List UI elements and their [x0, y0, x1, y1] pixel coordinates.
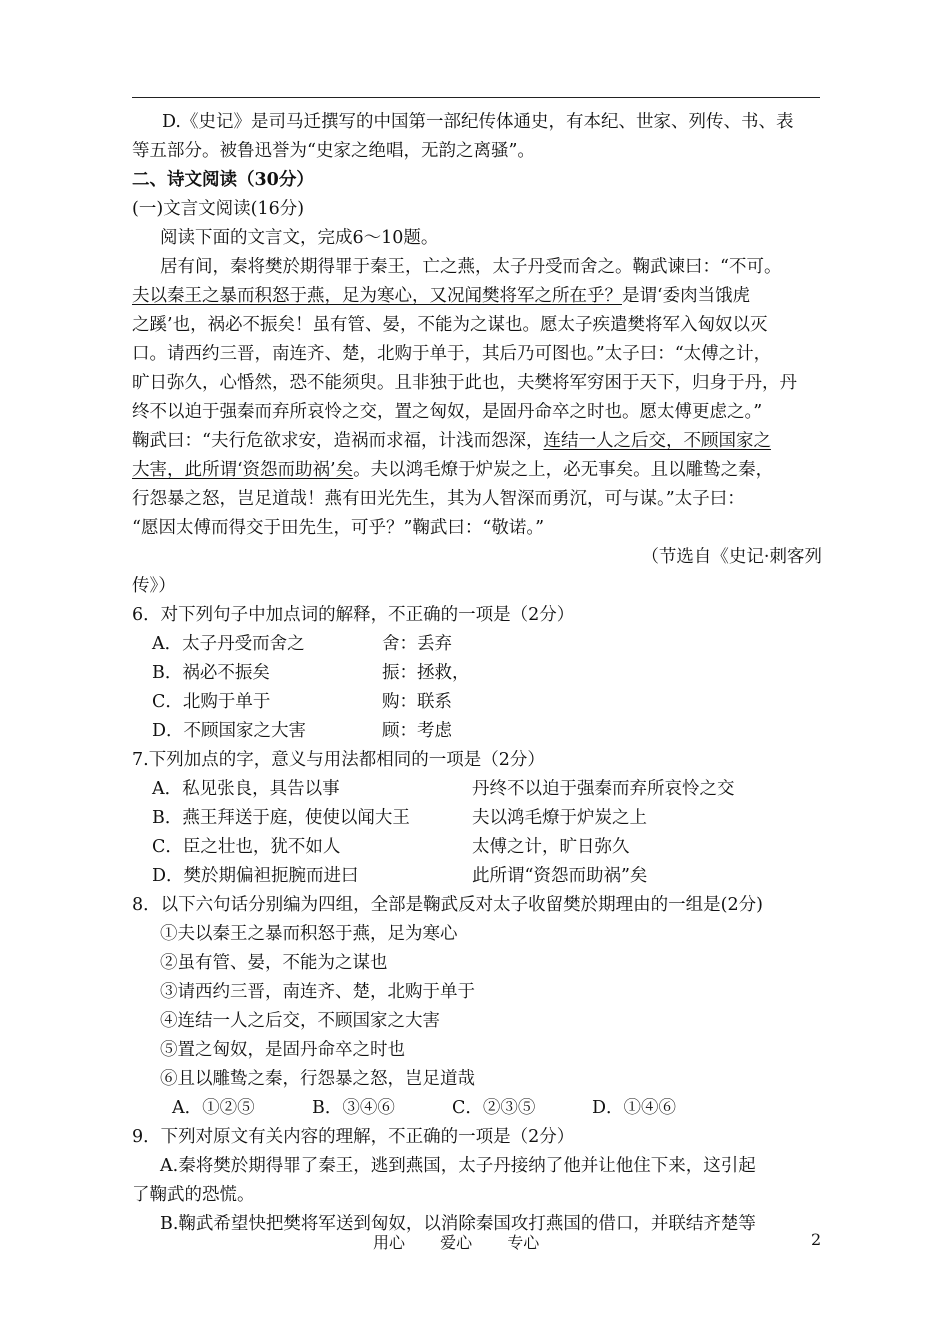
option-explanation: 舍：丢弃: [382, 634, 452, 654]
footer-motto-word: 用心: [373, 1233, 406, 1252]
passage-text: 是谓‘委肉当饿虎: [622, 286, 751, 306]
q7-option: [132, 775, 822, 804]
question-8: [132, 891, 822, 1123]
option-left: C．臣之壮也，犹不如人: [152, 837, 341, 857]
question-stem: 8．以下六句话分别编为四组，全部是鞠武反对太子收留樊於期理由的一组是(2分): [132, 895, 763, 915]
q7-option: [132, 862, 822, 891]
passage-text: 鞠武曰：“夫行危欲求安，造祸而求福，计浅而怨深，: [132, 431, 544, 451]
passage-line: “愿因太傅而得交于田先生，可乎？”鞠武曰：“敬诺。”: [132, 518, 545, 538]
q8-item: ③请西约三晋，南连齐、楚，北购于单于: [160, 982, 475, 1002]
option-right: 丹终不以迫于强秦而弃所哀怜之交: [472, 779, 735, 799]
underlined-sentence: 连结一人之后交，不顾国家之: [543, 431, 771, 451]
question-9: [132, 1123, 822, 1239]
passage-source: （节选自《史记·刺客列: [641, 547, 822, 567]
question-6: [132, 601, 822, 746]
q6-option: [132, 659, 822, 688]
choice-b: B．③④⑥: [312, 1098, 395, 1118]
prev-option-d-line2: 等五部分。被鲁迅誉为“史家之绝唱，无韵之离骚”。: [132, 141, 535, 161]
q9-option-a-cont: 了鞠武的恐慌。: [132, 1185, 255, 1205]
option-left: B．燕王拜送于庭，使使以闻大王: [152, 808, 410, 828]
q9-option-b: B.鞠武希望快把樊将军送到匈奴，以消除秦国攻打燕国的借口，并联结齐楚等: [160, 1214, 756, 1234]
footer-motto-word: 专心: [507, 1233, 540, 1252]
q8-item: ④连结一人之后交，不顾国家之大害: [160, 1011, 440, 1031]
option-right: 太傅之计，旷日弥久: [472, 837, 630, 857]
q6-option: [132, 688, 822, 717]
passage-text: 。夫以鸿毛燎于炉炭之上，必无事矣。且以雕鸷之秦，: [353, 460, 774, 480]
q7-option: [132, 833, 822, 862]
footer-motto-word: 爱心: [440, 1233, 473, 1252]
q8-choices: [132, 1094, 822, 1123]
passage-line: 居有间，秦将樊於期得罪于秦王，亡之燕，太子丹受而舍之。鞠武谏曰：“不可。: [160, 257, 782, 277]
question-stem: 6．对下列句子中加点词的解释，不正确的一项是（2分）: [132, 605, 575, 625]
option-explanation: 振：拯救，: [382, 663, 470, 683]
classical-passage: [132, 253, 822, 601]
option-sentence: D．不顾国家之大害: [152, 721, 307, 741]
option-right: 此所谓“资怨而助祸”矣: [472, 866, 648, 886]
q7-option: [132, 804, 822, 833]
header-rule: [132, 97, 820, 98]
q8-item: ②虽有管、晏，不能为之谋也: [160, 953, 388, 973]
section-heading: 二、诗文阅读（30分）: [132, 170, 314, 190]
choice-d: D．①④⑥: [592, 1098, 677, 1118]
passage-line: [132, 456, 822, 485]
passage-line: [132, 427, 822, 456]
passage-line: 行怨暴之怒，岂足道哉！燕有田光先生，其为人智深而勇沉，可与谋。”太子曰：: [132, 489, 745, 509]
footer-motto: [373, 1230, 569, 1253]
choice-a: A．①②⑤: [172, 1098, 255, 1118]
q9-option-a: A.秦将樊於期得罪了秦王，逃到燕国，太子丹接纳了他并让他住下来，这引起: [160, 1156, 756, 1176]
q6-option: [132, 630, 822, 659]
underlined-sentence: 夫以秦王之暴而积怒于燕，足为寒心，又况闻樊将军之所在乎？: [132, 286, 622, 306]
option-sentence: A．太子丹受而舍之: [152, 634, 305, 654]
passage-line: 口。请西约三晋，南连齐、楚，北购于单于，其后乃可图也。”太子曰：“太傅之计，: [132, 344, 772, 364]
option-left: A．私见张良，具告以事: [152, 779, 340, 799]
passage-source-cont: 传》）: [132, 576, 176, 596]
option-explanation: 顾：考虑: [382, 721, 452, 741]
passage-line: 之蹊’也，祸必不振矣！虽有管、晏，不能为之谋也。愿太子疾遣樊将军入匈奴以灭: [132, 315, 768, 335]
prev-option-d-line1: D.《史记》是司马迁撰写的中国第一部纪传体通史，有本纪、世家、列传、书、表: [162, 112, 794, 132]
page-number: 2: [811, 1230, 822, 1249]
passage-line: 旷日弥久，心惛然，恐不能须臾。且非独于此也，夫樊将军穷困于天下，归身于丹，丹: [132, 373, 797, 393]
option-right: 夫以鸿毛燎于炉炭之上: [472, 808, 647, 828]
q8-item: ⑥且以雕鸷之秦，行怨暴之怒，岂足道哉: [160, 1069, 475, 1089]
reading-instruction: 阅读下面的文言文，完成6～10题。: [160, 228, 439, 248]
choice-c: C．②③⑤: [452, 1098, 536, 1118]
question-stem: 9．下列对原文有关内容的理解，不正确的一项是（2分）: [132, 1127, 575, 1147]
passage-line: 终不以迫于强秦而弃所哀怜之交，置之匈奴，是固丹命卒之时也。愿太傅更虑之。”: [132, 402, 763, 422]
option-explanation: 购：联系: [382, 692, 452, 712]
option-sentence: C．北购于单于: [152, 692, 271, 712]
question-7: [132, 746, 822, 891]
subsection-heading: (一)文言文阅读(16分): [132, 199, 305, 219]
page-content: [132, 108, 822, 1239]
underlined-sentence: 大害，此所谓‘资怨而助祸’矣: [132, 460, 354, 480]
passage-line: [132, 282, 822, 311]
option-sentence: B．祸必不振矣: [152, 663, 270, 683]
question-stem: 7.下列加点的字，意义与用法都相同的一项是（2分）: [132, 750, 545, 770]
q8-item: ①夫以秦王之暴而积怒于燕，足为寒心: [160, 924, 458, 944]
option-left: D．樊於期偏袒扼腕而进曰: [152, 866, 359, 886]
q6-option: [132, 717, 822, 746]
q8-item: ⑤置之匈奴，是固丹命卒之时也: [160, 1040, 405, 1060]
